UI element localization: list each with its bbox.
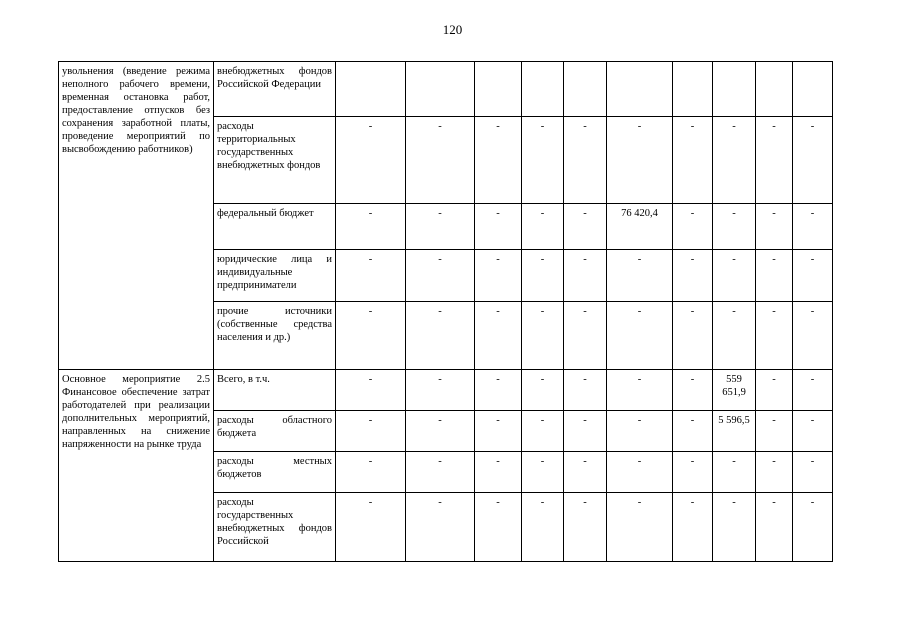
- value-cell: -: [522, 370, 564, 411]
- value-cell: -: [756, 302, 793, 370]
- value-cell: [406, 62, 475, 117]
- value-cell: -: [406, 452, 475, 493]
- funding-source: расходы государственных внебюджетных фондов Российской: [214, 493, 336, 562]
- value-cell: -: [793, 250, 833, 302]
- value-cell: -: [793, 117, 833, 204]
- value-cell: -: [406, 117, 475, 204]
- value-cell: -: [336, 370, 406, 411]
- value-cell: -: [713, 117, 756, 204]
- value-cell: -: [793, 370, 833, 411]
- value-cell: -: [673, 302, 713, 370]
- value-cell: -: [564, 117, 607, 204]
- value-cell: -: [475, 411, 522, 452]
- page-number: 120: [442, 22, 463, 37]
- value-cell: -: [793, 452, 833, 493]
- value-cell: [522, 62, 564, 117]
- value-cell: -: [607, 302, 673, 370]
- value-cell: 76 420,4: [607, 204, 673, 250]
- value-cell: -: [673, 493, 713, 562]
- value-cell: -: [406, 250, 475, 302]
- activity-description: увольнения (введение режима неполного рабочего времени, временная остановка работ, предоставление отпусков без сохранения заработной платы, проведение мероприятий по высвобождению работников): [59, 62, 214, 370]
- value-cell: -: [564, 204, 607, 250]
- value-cell: [673, 62, 713, 117]
- table-row: [59, 62, 833, 117]
- value-cell: -: [564, 370, 607, 411]
- value-cell: -: [522, 250, 564, 302]
- value-cell: -: [607, 117, 673, 204]
- value-cell: -: [756, 250, 793, 302]
- value-cell: -: [607, 250, 673, 302]
- value-cell: -: [522, 411, 564, 452]
- value-cell: -: [673, 452, 713, 493]
- value-cell: -: [713, 204, 756, 250]
- value-cell: -: [793, 204, 833, 250]
- value-cell: -: [607, 370, 673, 411]
- value-cell: -: [673, 411, 713, 452]
- value-cell: -: [522, 493, 564, 562]
- value-cell: [793, 62, 833, 117]
- value-cell: -: [475, 250, 522, 302]
- value-cell: -: [336, 117, 406, 204]
- value-cell: -: [607, 452, 673, 493]
- value-cell: -: [406, 370, 475, 411]
- funding-source: расходы областного бюджета: [214, 411, 336, 452]
- funding-source: расходы территориальных государственных внебюджетных фондов: [214, 117, 336, 204]
- value-cell: -: [793, 411, 833, 452]
- value-cell: -: [756, 204, 793, 250]
- value-cell: -: [793, 493, 833, 562]
- funding-source: расходы местных бюджетов: [214, 452, 336, 493]
- value-cell: -: [756, 117, 793, 204]
- value-cell: -: [756, 411, 793, 452]
- value-cell: -: [475, 452, 522, 493]
- value-cell: -: [406, 302, 475, 370]
- value-cell: -: [475, 493, 522, 562]
- value-cell: 559 651,9: [713, 370, 756, 411]
- value-cell: -: [673, 250, 713, 302]
- funding-source: Всего, в т.ч.: [214, 370, 336, 411]
- value-cell: -: [713, 302, 756, 370]
- funding-source: федеральный бюджет: [214, 204, 336, 250]
- activity-description: Основное мероприятие 2.5 Финансовое обеспечение затрат работодателей при реализации дополнительных мероприятий, направленных на снижение напряженности на рынке труда: [59, 370, 214, 562]
- value-cell: -: [564, 250, 607, 302]
- value-cell: -: [564, 493, 607, 562]
- value-cell: -: [793, 302, 833, 370]
- value-cell: [756, 62, 793, 117]
- value-cell: [475, 62, 522, 117]
- funding-source: внебюджетных фондов Российской Федерации: [214, 62, 336, 117]
- value-cell: [564, 62, 607, 117]
- value-cell: -: [336, 411, 406, 452]
- value-cell: -: [673, 204, 713, 250]
- value-cell: -: [336, 302, 406, 370]
- value-cell: -: [475, 370, 522, 411]
- value-cell: -: [713, 493, 756, 562]
- value-cell: -: [336, 250, 406, 302]
- value-cell: -: [406, 411, 475, 452]
- value-cell: -: [336, 204, 406, 250]
- value-cell: -: [475, 117, 522, 204]
- value-cell: -: [673, 117, 713, 204]
- value-cell: 5 596,5: [713, 411, 756, 452]
- value-cell: -: [475, 204, 522, 250]
- value-cell: -: [564, 411, 607, 452]
- value-cell: -: [713, 452, 756, 493]
- value-cell: -: [336, 452, 406, 493]
- budget-table-body: [59, 62, 833, 562]
- value-cell: -: [756, 493, 793, 562]
- budget-table: [58, 61, 833, 562]
- value-cell: -: [607, 411, 673, 452]
- table-row: [59, 370, 833, 411]
- value-cell: -: [522, 117, 564, 204]
- value-cell: -: [564, 452, 607, 493]
- value-cell: -: [713, 250, 756, 302]
- value-cell: [336, 62, 406, 117]
- value-cell: -: [522, 204, 564, 250]
- value-cell: -: [475, 302, 522, 370]
- value-cell: -: [522, 302, 564, 370]
- value-cell: -: [607, 493, 673, 562]
- value-cell: -: [406, 204, 475, 250]
- value-cell: [607, 62, 673, 117]
- value-cell: -: [522, 452, 564, 493]
- value-cell: -: [756, 452, 793, 493]
- funding-source: прочие источники (собственные средства населения и др.): [214, 302, 336, 370]
- value-cell: [713, 62, 756, 117]
- funding-source: юридические лица и индивидуальные предприниматели: [214, 250, 336, 302]
- value-cell: -: [336, 493, 406, 562]
- value-cell: -: [756, 370, 793, 411]
- value-cell: -: [564, 302, 607, 370]
- value-cell: -: [406, 493, 475, 562]
- value-cell: -: [673, 370, 713, 411]
